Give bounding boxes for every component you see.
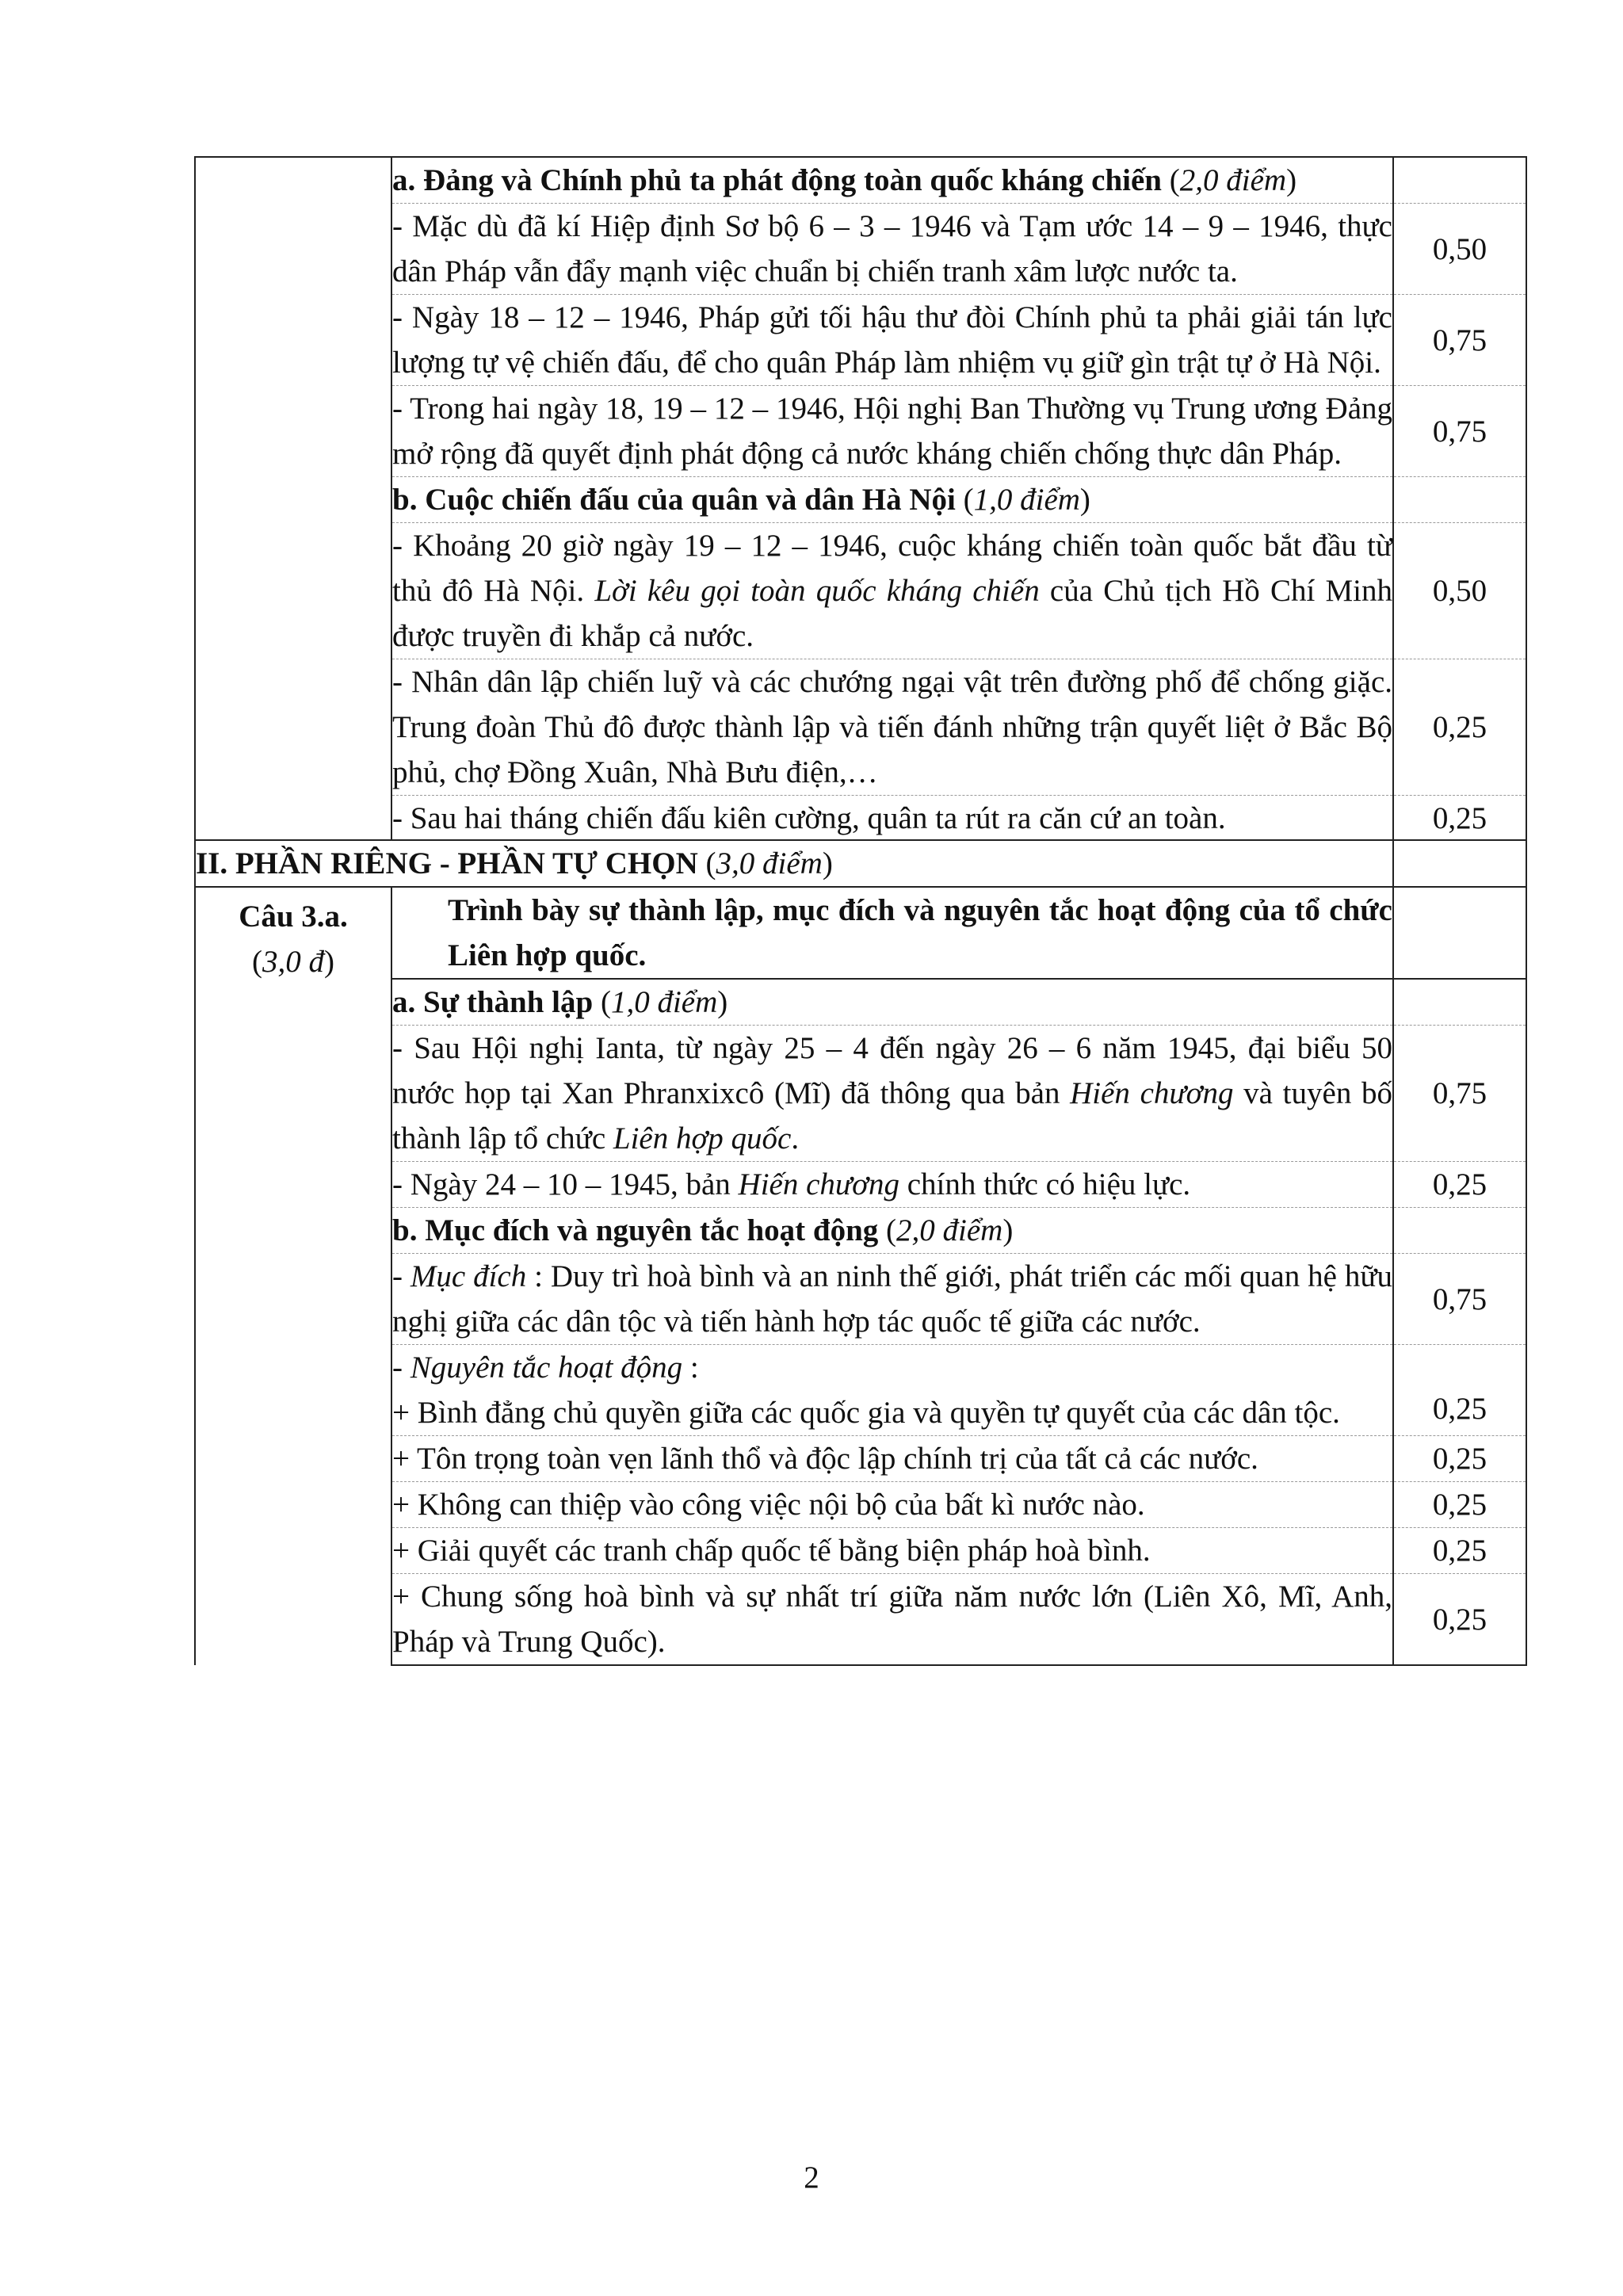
score: 0,50 [1393,523,1526,659]
score: 0,25 [1393,659,1526,796]
principle-row: + Giải quyết các tranh chấp quốc tế bằng biện pháp hoà bình. [391,1528,1393,1574]
answer-row-b3: - Sau hai tháng chiến đấu kiên cường, quân ta rút ra căn cứ an toàn. [391,796,1393,842]
heading-b-part2: b. Mục đích và nguyên tắc hoạt động (2,0 điểm) [391,1208,1393,1254]
score: 0,25 [1393,1574,1526,1666]
score-cell-empty [1393,840,1526,887]
answer-table-part2 [194,839,1527,1666]
answer-row-a1: - Mặc dù đã kí Hiệp định Sơ bộ 6 – 3 – 1946 và Tạm ước 14 – 9 – 1946, thực dân Pháp vẫn đẩy mạnh việc chuẩn bị chiến tranh xâm lược nước ta. [391,204,1393,295]
score: 0,50 [1393,204,1526,295]
score: 0,75 [1393,386,1526,477]
principle-row: + Tôn trọng toàn vẹn lãnh thổ và độc lập chính trị của tất cả các nước. [391,1436,1393,1482]
answer-row-b2: - Nhân dân lập chiến luỹ và các chướng ngại vật trên đường phố để chống giặc. Trung đoàn Thủ đô được thành lập và tiến đánh những trận quyết liệt ở Bắc Bộ phủ, chợ Đồng Xuân, Nhà Bưu điện,… [391,659,1393,796]
answer-row-a3: - Trong hai ngày 18, 19 – 12 – 1946, Hội nghị Ban Thường vụ Trung ương Đảng mở rộng đã quyết định phát động cả nước kháng chiến chống thực dân Pháp. [391,386,1393,477]
question-label: Câu 3.a. [239,900,348,934]
answer-row-purpose: - Mục đích : Duy trì hoà bình và an ninh thế giới, phát triển các mối quan hệ hữu nghị giữa các dân tộc và tiến hành hợp tác quốc tế giữa các nước. [391,1254,1393,1345]
empty-question-cell [195,157,391,841]
answer-row-principles: - Nguyên tắc hoạt động : + Bình đẳng chủ quyền giữa các quốc gia và quyền tự quyết của các dân tộc. [391,1345,1393,1436]
answer-row-b1: - Khoảng 20 giờ ngày 19 – 12 – 1946, cuộc kháng chiến toàn quốc bắt đầu từ thủ đô Hà Nội. Lời kêu gọi toàn quốc kháng chiến của Chủ tịch Hồ Chí Minh được truyền đi khắp cả nước. [391,523,1393,659]
question-title: Trình bày sự thành lập, mục đích và nguyên tắc hoạt động của tổ chức Liên hợp quốc. [391,887,1393,979]
score: 0,75 [1393,1254,1526,1345]
question-points: 3,0 đ [262,945,324,979]
score: 0,25 [1393,1482,1526,1528]
score-cell-empty [1393,887,1526,979]
score: 0,25 [1393,1162,1526,1208]
question-label-cell: Câu 3.a. (3,0 đ) [195,887,391,1665]
principle-row: + Chung sống hoà bình và sự nhất trí giữa năm nước lớn (Liên Xô, Mĩ, Anh, Pháp và Trung Quốc). [391,1574,1393,1666]
section-heading: II. PHẦN RIÊNG - PHẦN TỰ CHỌN (3,0 điểm) [195,840,1393,887]
score: 0,25 [1393,796,1526,842]
answer-row-a2: - Ngày 18 – 12 – 1946, Pháp gửi tối hậu thư đòi Chính phủ ta phải giải tán lực lượng tự vệ chiến đấu, để cho quân Pháp làm nhiệm vụ giữ gìn trật tự ở Hà Nội. [391,295,1393,386]
answer-row-founding: - Sau Hội nghị Ianta, từ ngày 25 – 4 đến ngày 26 – 6 năm 1945, đại biểu 50 nước họp tại Xan Phranxixcô (Mĩ) đã thông qua bản Hiến chương và tuyên bố thành lập tổ chức Liên hợp quốc. [391,1026,1393,1162]
heading-a-part2: a. Sự thành lập (1,0 điểm) [391,979,1393,1026]
score: 0,25 [1393,1345,1526,1436]
score: 0,25 [1393,1528,1526,1574]
answer-table [194,156,1527,841]
answer-row-charter: - Ngày 24 – 10 – 1945, bản Hiến chương chính thức có hiệu lực. [391,1162,1393,1208]
principle-row: + Không can thiệp vào công việc nội bộ của bất kì nước nào. [391,1482,1393,1528]
heading-a-part1: a. Đảng và Chính phủ ta phát động toàn quốc kháng chiến (2,0 điểm) [391,157,1393,204]
heading-b-part1: b. Cuộc chiến đấu của quân và dân Hà Nội (1,0 điểm) [391,477,1393,523]
page-number: 2 [804,2160,819,2195]
score: 0,25 [1393,1436,1526,1482]
score: 0,75 [1393,295,1526,386]
score-cell-empty [1393,157,1526,204]
score-cell-empty [1393,979,1526,1026]
score-cell-empty [1393,1208,1526,1254]
score: 0,75 [1393,1026,1526,1162]
score-cell-empty [1393,477,1526,523]
